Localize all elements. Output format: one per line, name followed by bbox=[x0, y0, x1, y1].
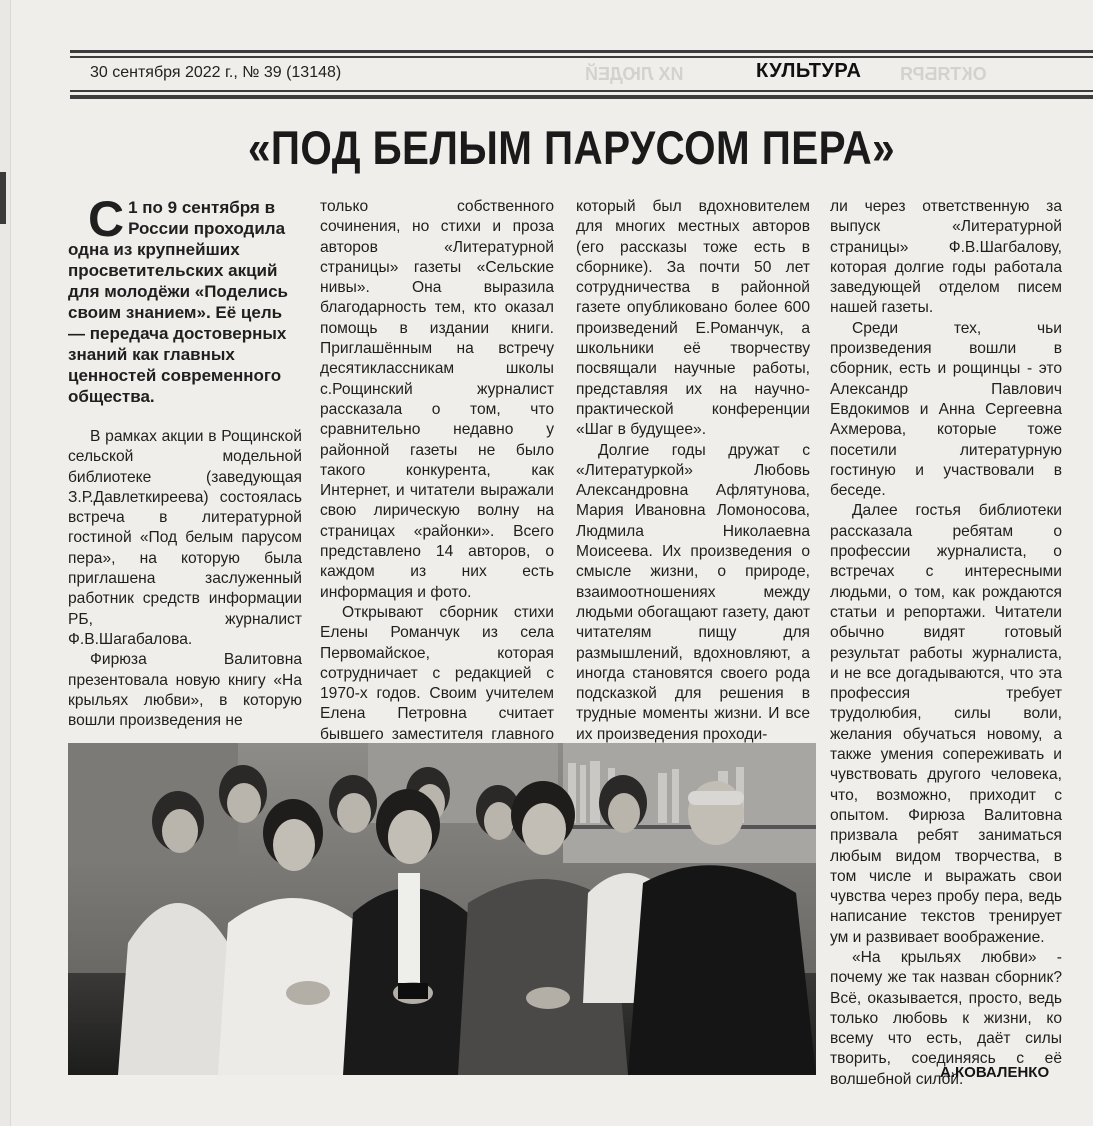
header-rule-bottom-thin bbox=[70, 90, 1093, 92]
article-column-2 bbox=[320, 197, 554, 786]
article-lead bbox=[68, 191, 302, 407]
lead-text: 1 по 9 сентября в России проходила одна из крупнейших просветительских акций для молодёжи «Поделись своим знанием». Её цель — передача достоверных знаний как главных ценностей современного общества. bbox=[68, 198, 288, 406]
header-rule-top-thin bbox=[70, 56, 1093, 58]
group-photo-image bbox=[68, 743, 816, 1075]
article-column-1 bbox=[68, 191, 302, 731]
article-column-3 bbox=[576, 197, 810, 745]
article-headline: «ПОД БЕЛЫМ ПАРУСОМ ПЕРА» bbox=[247, 121, 896, 174]
article-column-4 bbox=[830, 197, 1062, 1090]
paragraph: который был вдохновителем для многих местных авторов (его рассказы тоже есть в сборнике). За почти 50 лет сотрудничества в районной газете опубликовано более 600 произведений Е.Романчук, а школьники её творчеству посвящали научные работы, представляя их на научно-практической конференции «Шаг в будущее». bbox=[576, 198, 810, 439]
paragraph: «На крыльях любви» - почему же так назван сборник? Всё, оказывается, просто, ведь только любовь к жизни, ко всему что есть, даёт силы творить, соединяясь с её волшебной силой. bbox=[830, 948, 1062, 1088]
group-photo bbox=[68, 743, 816, 1075]
drop-cap: С bbox=[88, 191, 125, 247]
bleed-through-text: ОКТЯБРЯ bbox=[900, 64, 987, 84]
paragraph: ли через ответственную за выпуск «Литературной страницы» Ф.В.Шагбалову, которая долгие годы работала заведующей отделом писем нашей газеты. bbox=[830, 198, 1062, 317]
paragraph: Долгие годы дружат с «Литературкой» Любовь Александровна Афлятунова, Мария Ивановна Ломоносова, Людмила Николаевна Моисеева. Их произведения о смысле жизни, о природе, взаимоотношениях между людьми обогащают газету, дают читателям пищу для размышлений, вдохновляют, а иногда становятся своего рода подсказкой для решения в трудные моменты жизни. И все их произведения проходи- bbox=[576, 441, 810, 743]
paragraph: Фирюза Валитовна презентовала новую книгу «На крыльях любви», в которую вошли произведения не bbox=[68, 651, 302, 730]
page-left-edge bbox=[0, 0, 11, 1126]
paragraph: только собственного сочинения, но стихи и проза авторов «Литературной страницы» газеты «Сельские нивы». Она выразила благодарность тем, кто оказал помощь в издании книги. Приглашённым на встречу десятиклассникам школы с.Рощинский журналист рассказала о том, что сравнительно недавно у районной газеты не было такого конкурента, как Интернет, и читатели выражали свою лирическую волну на страницах «районки». Всего представлено 14 авторов, о каждом из них есть информация и фото. bbox=[320, 198, 554, 601]
paragraph: Открывают сборник стихи Елены Романчук из села Первомайское, которая сотрудничает с редакцией с 1970-х годов. Своим учителем Елена Петровна считает бывшего заместителя главного bbox=[320, 603, 554, 743]
header-rule-bottom bbox=[70, 95, 1093, 99]
page-header bbox=[90, 60, 1093, 88]
author-signature: А.КОВАЛЕНКО bbox=[940, 1064, 1050, 1081]
bleed-through-text: ИХ ЛЮДЕЙ bbox=[585, 64, 684, 84]
section-title: КУЛЬТУРА bbox=[756, 60, 862, 82]
paragraph: Далее гостья библиотеки рассказала ребятам о профессии журналиста, о встречах с интересными людьми, о том, как рождаются статьи и репортажи. Читатели обычно видят готовый результат работы журналиста, и не все догадываются, что эта профессия требует трудолюбия, силы воли, желания обучаться новому, а также умения сопереживать и чувствовать другого человека, что, возможно, приходит с опытом. Фирюза Валитовна призвала ребят заниматься любым видом творчества, в том числе и выражать свои чувства через пробу пера, ведь написание текстов тренирует ум и развивает воображение. bbox=[830, 502, 1062, 946]
binding-mark bbox=[0, 172, 6, 224]
paragraph: Среди тех, чьи произведения вошли в сборник, есть и рощинцы - это Александр Павлович Евдокимов и Анна Сергеевна Ахмерова, которые тоже посетили литературную гостиную и участвовали в беседе. bbox=[830, 319, 1062, 500]
paragraph: В рамках акции в Рощинской сельской модельной библиотеке (заведующая З.Р.Давлеткиреева) состоялась встреча в литературной гостиной «Под белым парусом пера», на которую была приглашена заслуженный работник средств информации РБ, журналист Ф.В.Шагабалова. bbox=[68, 428, 302, 648]
header-rule-top bbox=[70, 50, 1093, 53]
issue-date: 30 сентября 2022 г., № 39 (13148) bbox=[90, 64, 342, 81]
